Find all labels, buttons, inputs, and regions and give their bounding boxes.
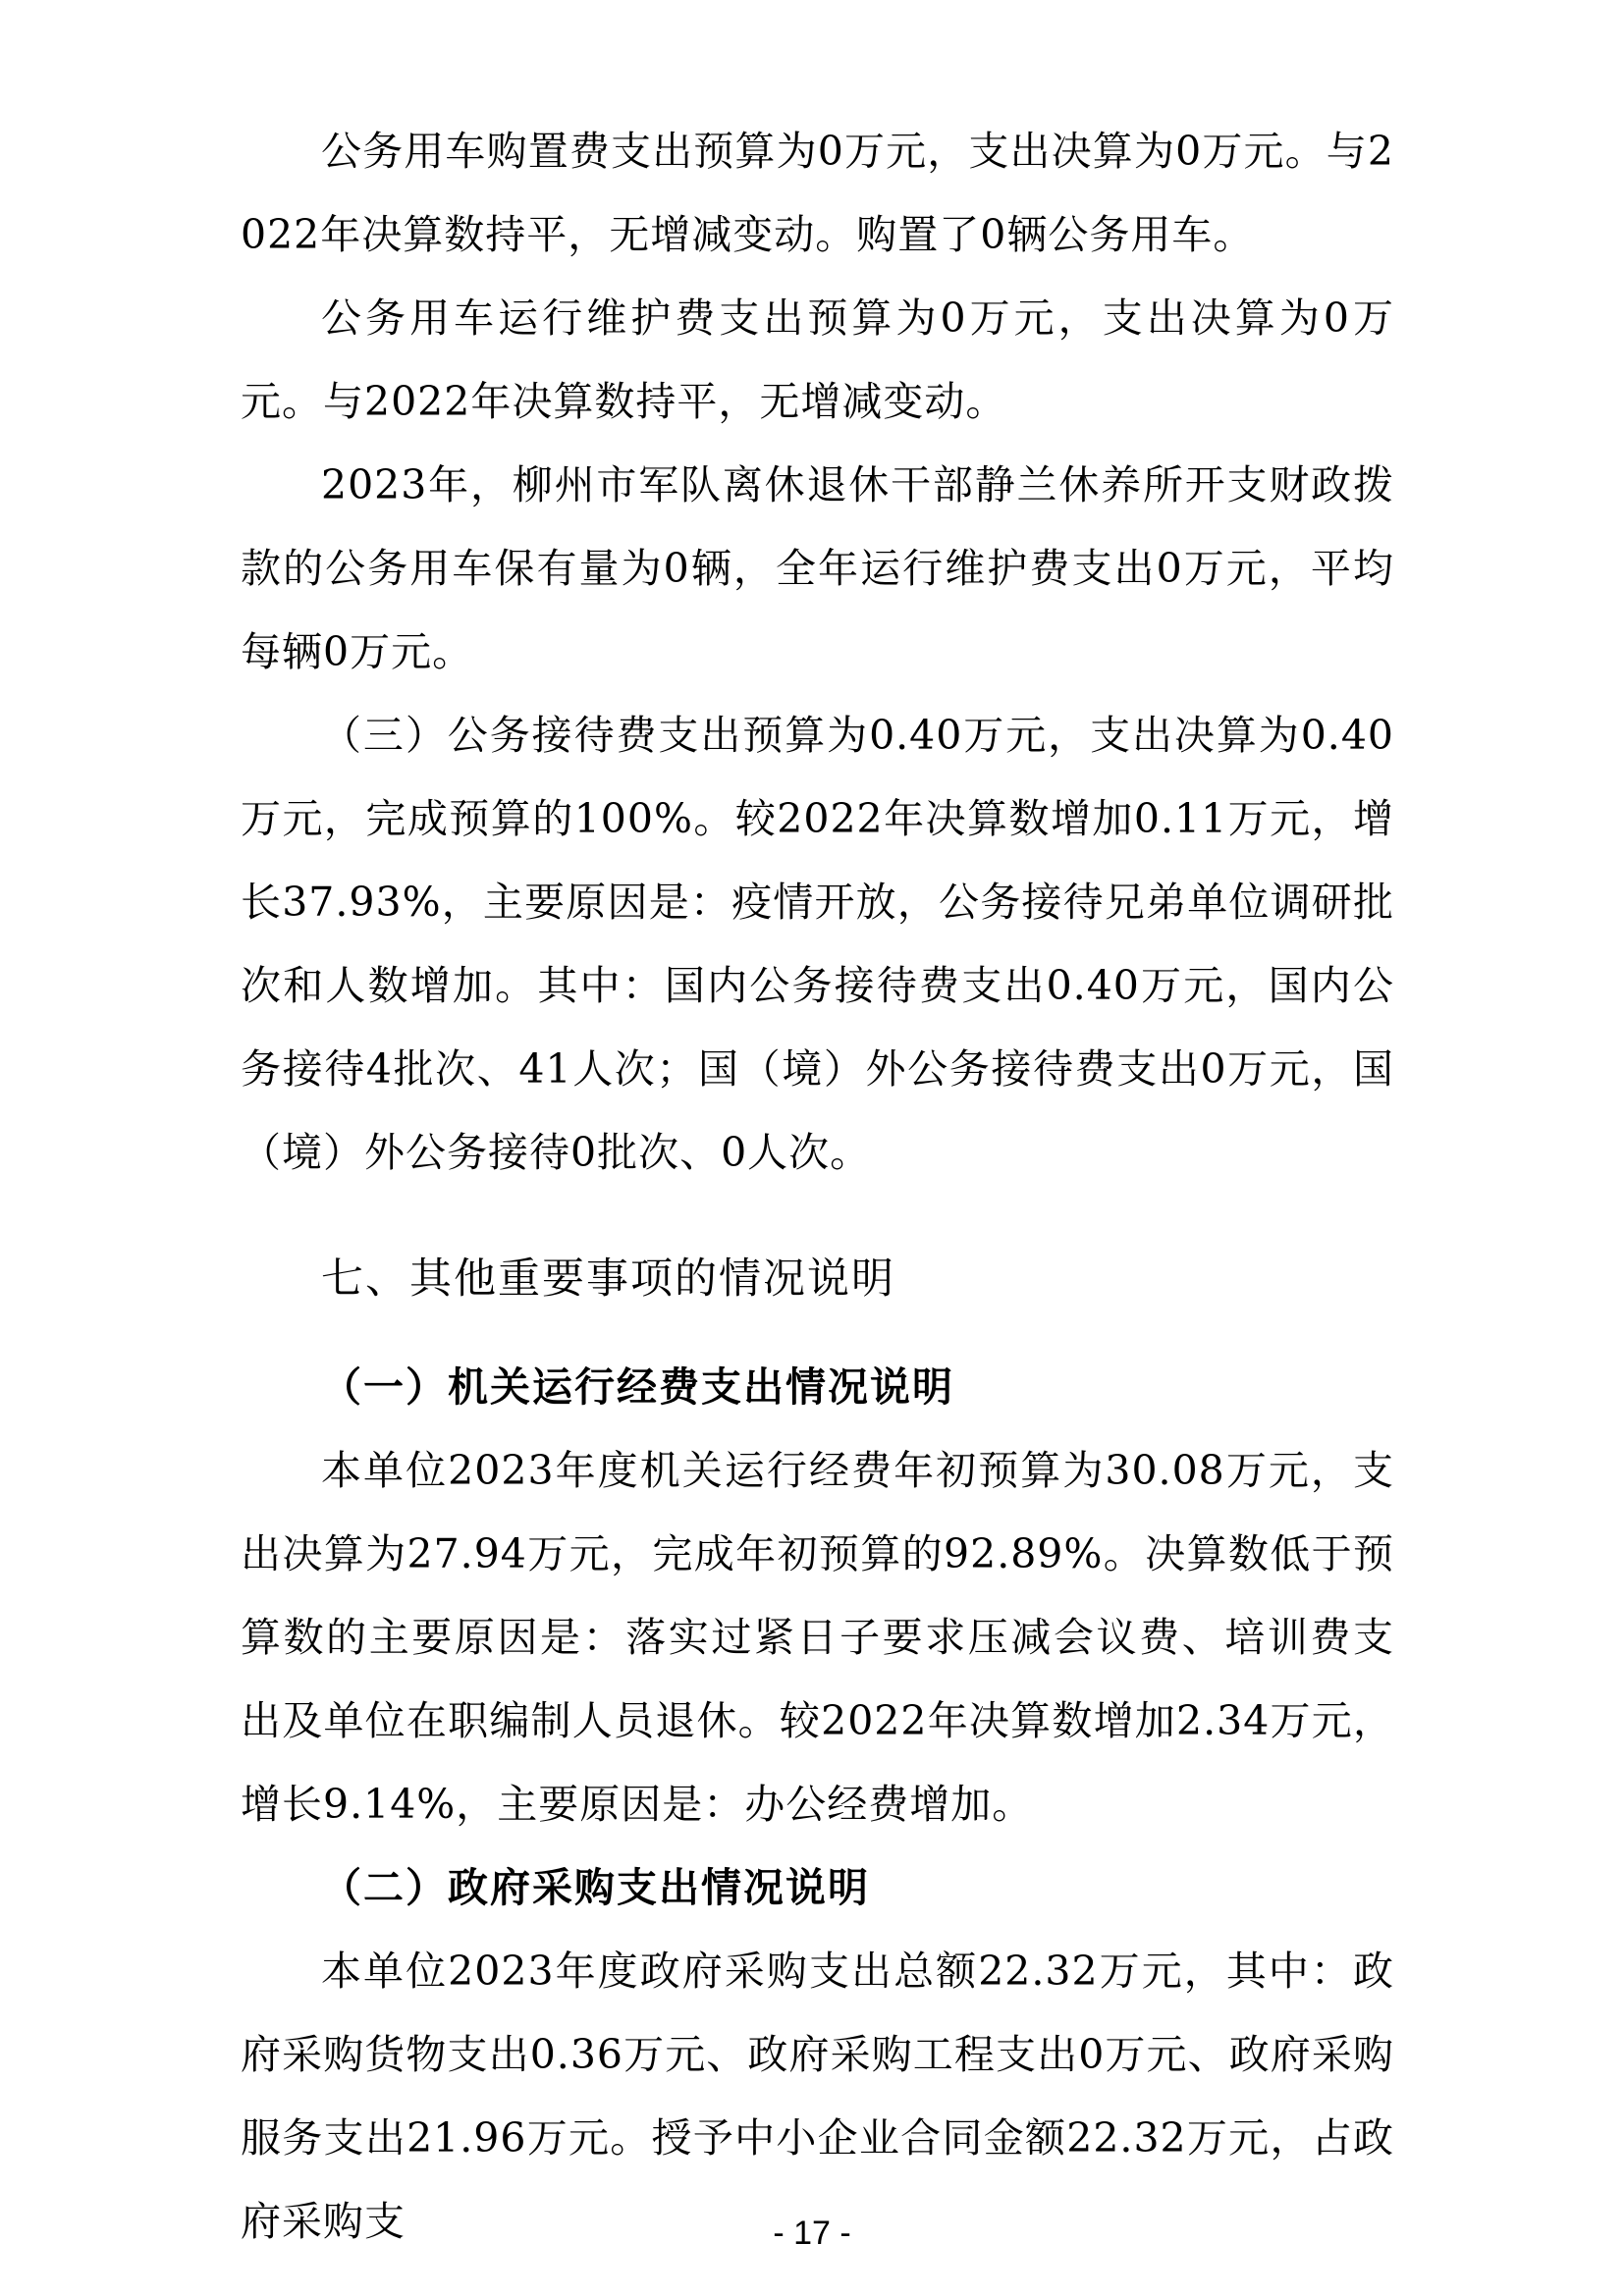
paragraph-vehicle-maintenance: 公务用车运行维护费支出预算为0万元，支出决算为0万元。与2022年决算数持平，无增减变动。 (241, 294, 1394, 425)
paragraph-reception-expenses: （三）公务接待费支出预算为0.40万元，支出决算为0.40万元，完成预算的100%。较2022年决算数增加0.11万元，增长37.93%，主要原因是：疫情开放，公务接待兄弟单位调研批次和人数增加。其中：国内公务接待费支出0.40万元，国内公务接待4批次、41人次；国（境）外公务接待费支出0万元，国（境）外公务接待0批次、0人次。 (241, 712, 1394, 1176)
page-number: - 17 - (773, 2215, 851, 2252)
subsection-heading-operating-expenses: （一）机关运行经费支出情况说明 (321, 1363, 954, 1411)
paragraph-vehicle-purchase: 公务用车购置费支出预算为0万元，支出决算为0万元。与2022年决算数持平，无增减变动。购置了0辆公务用车。 (241, 128, 1394, 258)
section-heading-seven: 七、其他重要事项的情况说明 (321, 1255, 895, 1304)
paragraph-government-procurement: 本单位2023年度政府采购支出总额22.32万元，其中：政府采购货物支出0.36万元、政府采购工程支出0万元、政府采购服务支出21.96万元。授予中小企业合同金额22.32万元，占政府采购支 (241, 1948, 1394, 2245)
paragraph-vehicle-holdings: 2023年，柳州市军队离休退休干部静兰休养所开支财政拨款的公务用车保有量为0辆，全年运行维护费支出0万元，平均每辆0万元。 (241, 461, 1394, 675)
paragraph-operating-expenses: 本单位2023年度机关运行经费年初预算为30.08万元，支出决算为27.94万元，完成年初预算的92.89%。决算数低于预算数的主要原因是：落实过紧日子要求压减会议费、培训费支出及单位在职编制人员退休。较2022年决算数增加2.34万元，增长9.14%，主要原因是：办公经费增加。 (241, 1447, 1394, 1828)
page-content (241, 110, 1394, 2264)
subsection-heading-government-procurement: （二）政府采购支出情况说明 (321, 1864, 870, 1911)
